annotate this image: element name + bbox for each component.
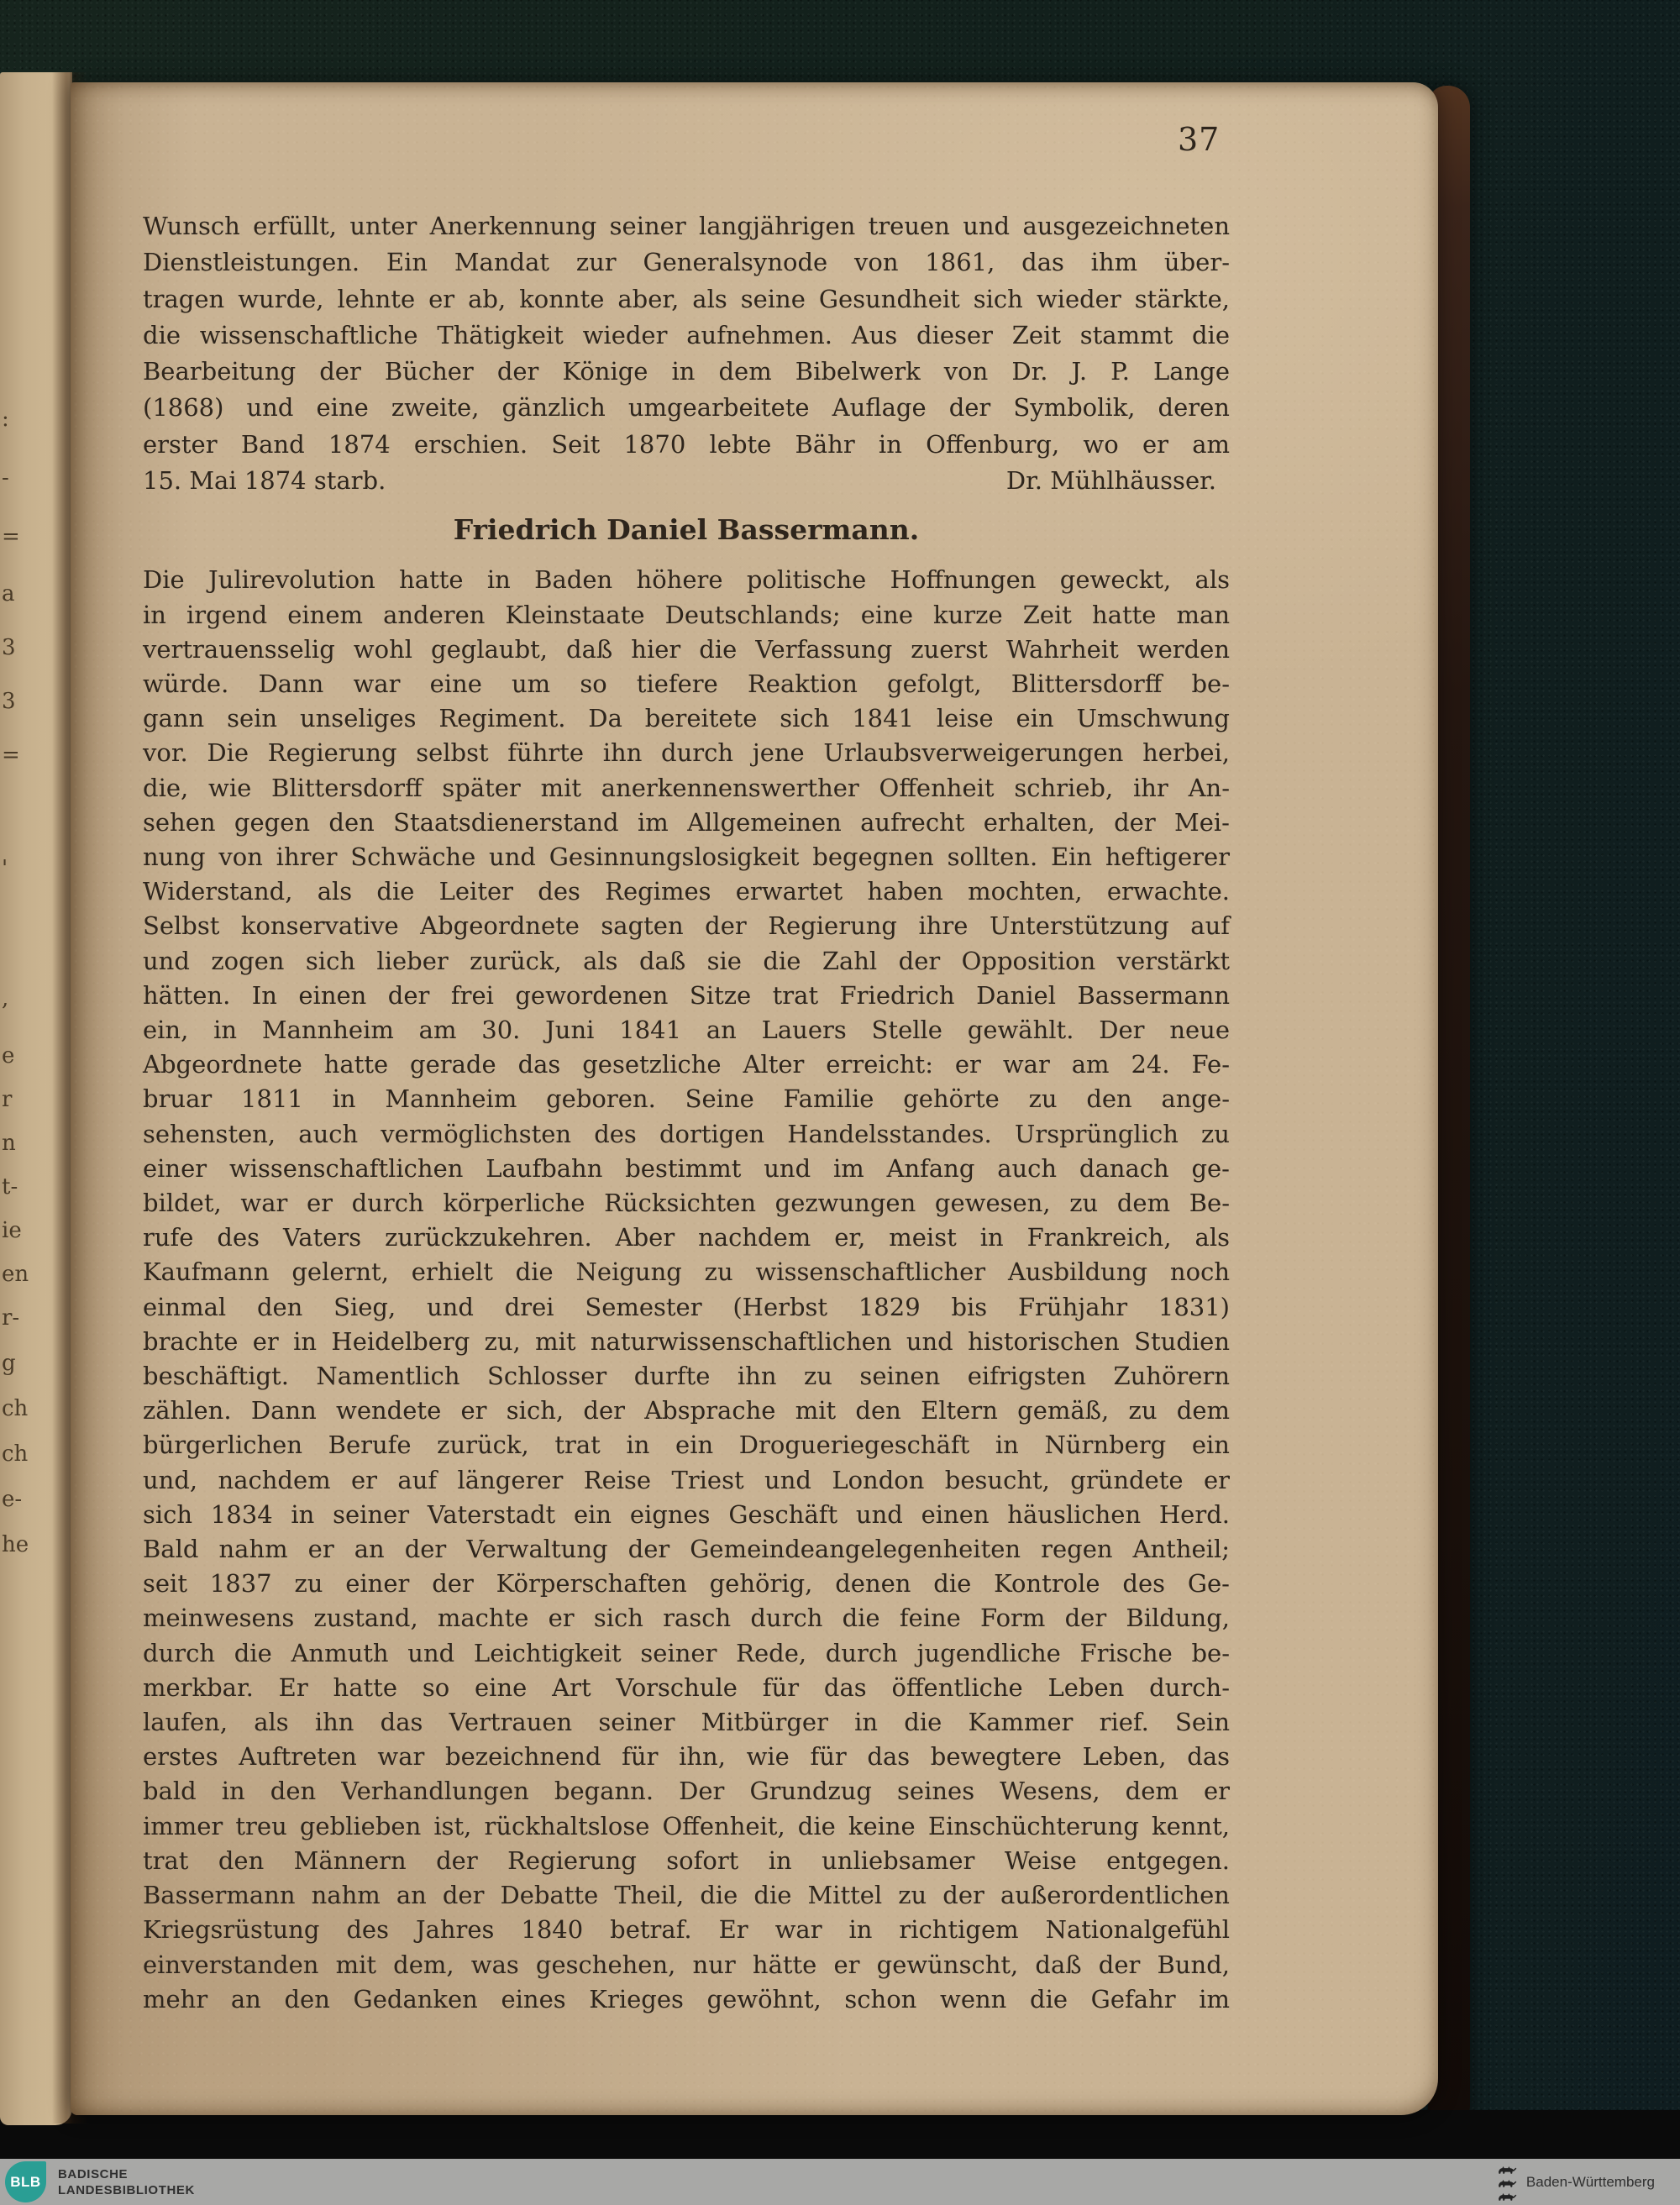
margin-fragment: r- <box>2 1305 20 1331</box>
text-line: beschäftigt. Namentlich Schlosser durfte ihn zu seinen eifrigsten Zuhörern <box>143 1362 1230 1391</box>
article-heading: Friedrich Daniel Bassermann. <box>453 513 920 547</box>
text-line: hätten. In einen der frei gewordenen Sitze trat Friedrich Daniel Bassermann <box>143 980 1230 1010</box>
margin-fragment: = <box>2 743 20 768</box>
text-line: bürgerlichen Berufe zurück, trat in ein Drogueriegeschäft in Nürnberg ein <box>143 1431 1230 1460</box>
margin-fragment: t- <box>2 1174 18 1200</box>
margin-fragment: - <box>2 465 9 491</box>
text-line: gann sein unseliges Regiment. Da bereitete sich 1841 leise ein Umschwung <box>143 704 1230 733</box>
blb-library-name <box>58 2166 195 2198</box>
text-line: merkbar. Er hatte so eine Art Vorschule für das öffentliche Leben durch- <box>143 1672 1230 1702</box>
margin-fragment: , <box>2 986 9 1011</box>
margin-fragment: a <box>2 581 15 606</box>
margin-fragment: = <box>2 524 20 549</box>
margin-fragment: he <box>2 1532 29 1557</box>
book-bottom-shadow <box>0 2110 1680 2162</box>
author-signature: Dr. Mühlhäusser. <box>1005 466 1216 496</box>
text-line: einmal den Sieg, und drei Semester (Herbst 1829 bis Frühjahr 1831) <box>143 1292 1230 1321</box>
text-line: seit 1837 zu einer der Körperschaften gehörig, denen die Kontrole des Ge- <box>143 1569 1230 1599</box>
text-line: Bassermann nahm an der Debatte Theil, die die Mittel zu der außerordentlichen <box>143 1881 1230 1910</box>
text-line: (1868) und eine zweite, gänzlich umgearbeitete Auflage der Symbolik, deren <box>143 393 1230 423</box>
death-date-text: 15. Mai 1874 starb. <box>143 466 386 496</box>
text-line: Abgeordnete hatte gerade das gesetzliche Alter erreicht: er war am 24. Fe- <box>143 1050 1230 1079</box>
text-line: und, nachdem er auf längerer Reise Triest und London besucht, gründete er <box>143 1465 1230 1494</box>
text-line: tragen wurde, lehnte er ab, konnte aber, als seine Gesundheit sich wieder stärkte, <box>143 284 1230 313</box>
text-line: vertrauensselig wohl geglaubt, daß hier die Verfassung zuerst Wahrheit werden <box>143 634 1230 664</box>
text-line: einverstanden mit dem, was geschehen, nur hätte er gewünscht, daß der Bund, <box>143 1950 1230 1979</box>
margin-fragment: ie <box>2 1218 22 1243</box>
blb-library-name-line1: BADISCHE <box>58 2166 129 2181</box>
text-line: zählen. Dann wendete er sich, der Absprache mit den Eltern gemäß, zu dem <box>143 1396 1230 1425</box>
blb-library-name-line2: LANDESBIBLIOTHEK <box>58 2182 195 2197</box>
margin-fragment: : <box>2 407 9 432</box>
three-lions-coat-of-arms-icon <box>1498 2162 1518 2202</box>
text-line: bruar 1811 in Mannheim geboren. Seine Familie gehörte zu den ange- <box>143 1084 1230 1114</box>
text-line: die wissenschaftliche Thätigkeit wieder aufnehmen. Aus dieser Zeit stammt die <box>143 320 1230 349</box>
article-body <box>143 563 1230 2017</box>
scanned-page <box>71 82 1438 2115</box>
text-line: Bearbeitung der Bücher der Könige in dem Bibelwerk von Dr. J. P. Lange <box>143 357 1230 386</box>
text-line: erstes Auftreten war bezeichnend für ihn, wie für das bewegtere Leben, das <box>143 1742 1230 1772</box>
state-label: Baden-Württemberg <box>1525 2173 1655 2190</box>
text-line: durch die Anmuth und Leichtigkeit seiner Rede, durch jugendliche Frische be- <box>143 1638 1230 1667</box>
margin-fragment: e <box>2 1043 15 1068</box>
signature-line <box>143 463 1230 499</box>
text-line: trat den Männern der Regierung sofort in unliebsamer Weise entgegen. <box>143 1845 1230 1875</box>
blb-logo-group <box>5 2161 195 2202</box>
text-line: Kriegsrüstung des Jahres 1840 betraf. Er war in richtigem Nationalgefühl <box>143 1915 1230 1945</box>
viewer-footer-bar <box>0 2159 1680 2205</box>
previous-article-paragraph <box>143 208 1230 463</box>
text-line: ein, in Mannheim am 30. Juni 1841 an Lauers Stelle gewählt. Der neue <box>143 1016 1230 1045</box>
margin-fragment: 3 <box>2 689 16 714</box>
page-number: 37 <box>1178 121 1221 158</box>
text-line: Selbst konservative Abgeordnete sagten der Regierung ihre Unterstützung auf <box>143 911 1230 941</box>
margin-fragment: 3 <box>2 635 16 660</box>
margin-fragment: r <box>2 1087 13 1112</box>
text-line: laufen, als ihn das Vertrauen seiner Mitbürger in die Kammer rief. Sein <box>143 1708 1230 1737</box>
text-line: mehr an den Gedanken eines Krieges gewöhnt, schon wenn die Gefahr im <box>143 1984 1230 2013</box>
text-line: einer wissenschaftlichen Laufbahn bestimmt und im Anfang auch danach ge- <box>143 1153 1230 1183</box>
blb-logo-icon: BLB <box>5 2161 46 2202</box>
margin-fragment: e- <box>2 1487 23 1512</box>
text-line: die, wie Blittersdorff später mit anerkennenswerther Offenheit schrieb, ihr An- <box>143 773 1230 802</box>
baden-wuerttemberg-logo-group <box>1498 2162 1655 2202</box>
text-line: immer treu geblieben ist, rückhaltslose Offenheit, die keine Einschüchterung kennt, <box>143 1811 1230 1840</box>
text-line: brachte er in Heidelberg zu, mit naturwissenschaftlichen und historischen Studien <box>143 1326 1230 1356</box>
text-line: würde. Dann war eine um so tiefere Reaktion gefolgt, Blittersdorff be- <box>143 669 1230 698</box>
text-line: nung von ihrer Schwäche und Gesinnungslosigkeit begegnen sollten. Ein heftigerer <box>143 843 1230 871</box>
text-column <box>143 208 1230 2017</box>
text-line: bildet, war er durch körperliche Rücksichten gezwungen gewesen, zu dem Be- <box>143 1189 1230 1218</box>
text-line: Die Julirevolution hatte in Baden höhere politische Hoffnungen geweckt, als <box>143 565 1230 595</box>
text-line: sich 1834 in seiner Vaterstadt ein eignes Geschäft und einen häuslichen Herd. <box>143 1499 1230 1529</box>
margin-fragment: ch <box>2 1441 29 1467</box>
text-line: meinwesens zustand, machte er sich rasch durch die feine Form der Bildung, <box>143 1604 1230 1633</box>
text-line: Widerstand, als die Leiter des Regimes erwartet haben mochten, erwachte. <box>143 877 1230 906</box>
margin-fragment: g <box>2 1351 16 1376</box>
margin-fragment: ' <box>2 856 8 881</box>
text-line: sehensten, auch vermöglichsten des dortigen Handelsstandes. Ursprünglich zu <box>143 1119 1230 1148</box>
text-line: in irgend einem anderen Kleinstaate Deutschlands; eine kurze Zeit hatte man <box>143 600 1230 629</box>
text-line: und zogen sich lieber zurück, als daß sie die Zahl der Opposition verstärkt <box>143 946 1230 975</box>
text-line: Bald nahm er an der Verwaltung der Gemeindeangelegenheiten regen Antheil; <box>143 1535 1230 1564</box>
margin-fragment: en <box>2 1262 29 1287</box>
text-line: Wunsch erfüllt, unter Anerkennung seiner langjährigen treuen und ausgezeichneten <box>143 212 1230 240</box>
text-line: bald in den Verhandlungen begann. Der Grundzug seines Wesens, dem er <box>143 1777 1230 1806</box>
text-line: rufe des Vaters zurückzukehren. Aber nachdem er, meist in Frankreich, als <box>143 1223 1230 1252</box>
text-line: erster Band 1874 erschien. Seit 1870 lebte Bähr in Offenburg, wo er am <box>143 429 1230 459</box>
margin-fragment: ch <box>2 1396 29 1421</box>
margin-fragment: n <box>2 1131 16 1156</box>
text-line: Dienstleistungen. Ein Mandat zur Generalsynode von 1861, das ihm über- <box>143 248 1230 277</box>
text-line: Kaufmann gelernt, erhielt die Neigung zu wissenschaftlicher Ausbildung noch <box>143 1257 1230 1287</box>
text-line: vor. Die Regierung selbst führte ihn durch jene Urlaubsverweigerungen herbei, <box>143 738 1230 768</box>
text-line: sehen gegen den Staatsdienerstand im Allgemeinen aufrecht erhalten, der Mei- <box>143 807 1230 837</box>
